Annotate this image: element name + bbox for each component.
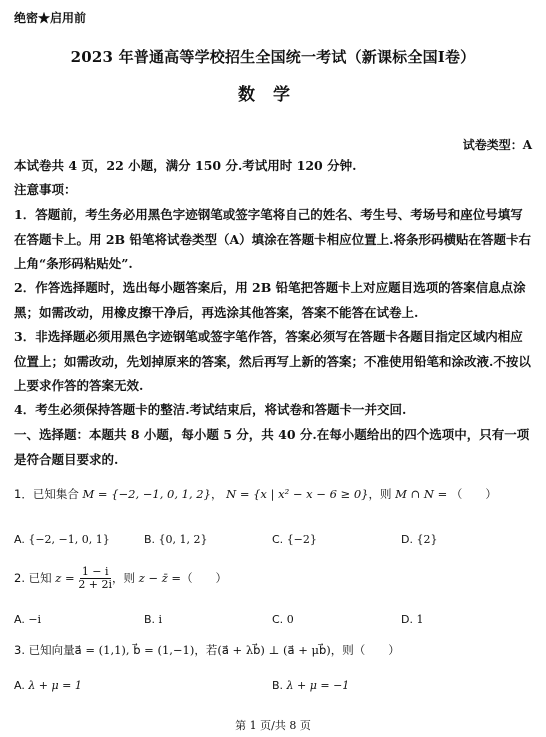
q1-option-d bbox=[401, 533, 437, 546]
option-label: D. bbox=[401, 533, 413, 546]
question-1: 1．已知集合 M = {−2, −1, 0, 1, 2}， N = {x | x² − x − 6 ≥ 0}，则 M ∩ N = （ ） bbox=[14, 487, 497, 501]
subject-title: 数学 bbox=[238, 85, 308, 105]
q2-option-a bbox=[14, 613, 41, 626]
option-text: λ + μ = −1 bbox=[286, 679, 350, 692]
question-3 bbox=[14, 642, 400, 658]
option-text: {0, 1, 2} bbox=[158, 533, 208, 546]
option-label: B. bbox=[144, 533, 156, 546]
section-1-heading: 一、选择题：本题共 8 小题，每小题 5 分，共 40 分.在每小题给出的四个选项中，只有一项是符合题目要求的. bbox=[14, 427, 530, 467]
answer-blank: （ ） bbox=[353, 643, 400, 657]
answer-blank: （ ） bbox=[450, 487, 497, 501]
option-label: B. bbox=[272, 679, 284, 692]
note-3: 3．非选择题必须用黑色字迹钢笔或签字笔作答，答案必须写在答题卡各题目指定区域内相应位置上；如需改动，先划掉原来的答案，然后再写上新的答案；不准使用铅笔和涂改液.不按以上要求作答的答案无效. bbox=[14, 329, 531, 393]
note-2: 2．作答选择题时，选出每小题答案后，用 2B 铅笔把答题卡上对应题目选项的答案信息点涂黑；如需改动，用橡皮擦干净后，再选涂其他答案，答案不能答在试卷上. bbox=[14, 280, 526, 320]
ask-prefix: ，则 bbox=[112, 571, 136, 585]
option-text: {−2, −1, 0, 1} bbox=[28, 533, 110, 546]
option-label: D. bbox=[401, 613, 413, 626]
note-4: 4．考生必须保持答题卡的整洁.考试结束后，将试卷和答题卡一并交回. bbox=[14, 402, 407, 417]
answer-blank: （ ） bbox=[181, 571, 228, 585]
q1-option-c bbox=[272, 533, 317, 546]
ask-expression: M ∩ N = bbox=[395, 487, 448, 501]
question-2 bbox=[14, 566, 227, 591]
vector-definitions: a⃗ = (1,1), b⃗ = (1,−1) bbox=[74, 643, 195, 657]
option-text: 1 bbox=[416, 613, 424, 626]
question-text: ．已知集合 bbox=[21, 487, 79, 501]
q2-option-d bbox=[401, 613, 423, 626]
option-text: i bbox=[158, 613, 163, 626]
q1-option-b bbox=[144, 533, 208, 546]
q3-option-a bbox=[14, 679, 82, 692]
question-text: 已知向量 bbox=[28, 643, 75, 657]
option-text: {2} bbox=[416, 533, 438, 546]
question-number: 2. bbox=[14, 571, 25, 585]
option-text: {−2} bbox=[286, 533, 317, 546]
confidential-label: 绝密★启用前 bbox=[14, 11, 87, 25]
option-label: C. bbox=[272, 613, 284, 626]
option-text: −i bbox=[28, 613, 42, 626]
q2-option-c bbox=[272, 613, 294, 626]
option-text: λ + μ = 1 bbox=[28, 679, 82, 692]
exam-title: 2023 年普通高等学校招生全国统一考试（新课标全国Ⅰ卷） bbox=[70, 48, 476, 66]
set-n: N = {x | x² − x − 6 ≥ 0} bbox=[226, 487, 369, 501]
intro-line: 本试卷共 4 页，22 小题，满分 150 分.考试用时 120 分钟. bbox=[14, 158, 357, 173]
option-label: A. bbox=[14, 533, 25, 546]
notes-heading: 注意事项： bbox=[14, 182, 77, 197]
z-equals: z = bbox=[55, 571, 75, 585]
option-text: 0 bbox=[286, 613, 294, 626]
ask-prefix: ，则 bbox=[330, 643, 354, 657]
option-label: B. bbox=[144, 613, 156, 626]
fraction bbox=[78, 566, 112, 591]
fraction-denominator: 2 + 2i bbox=[78, 578, 113, 591]
option-label: C. bbox=[272, 533, 284, 546]
question-number: 1 bbox=[14, 487, 22, 501]
q1-option-a bbox=[14, 533, 110, 546]
note-1: 1．答题前，考生务必用黑色字迹钢笔或签字笔将自己的姓名、考生号、考场号和座位号填写在答题卡上。用 2B 铅笔将试卷类型（A）填涂在答题卡相应位置上.将条形码横贴在答题卡右上角“条形码粘贴处”. bbox=[14, 207, 532, 271]
option-label: A. bbox=[14, 613, 25, 626]
q2-option-b bbox=[144, 613, 162, 626]
page-footer: 第 1 页/共 8 页 bbox=[235, 719, 311, 732]
ask-prefix: ，则 bbox=[368, 487, 392, 501]
q3-option-b bbox=[272, 679, 349, 692]
option-label: A. bbox=[14, 679, 25, 692]
perpendicular-condition: (a⃗ + λb⃗) ⊥ (a⃗ + μb⃗) bbox=[217, 643, 331, 657]
question-text: 已知 bbox=[28, 571, 52, 585]
paper-type: 试卷类型：A bbox=[462, 138, 532, 152]
question-number: 3. bbox=[14, 643, 25, 657]
fraction-numerator: 1 − i bbox=[81, 565, 109, 578]
condition-prefix: ，若 bbox=[194, 643, 218, 657]
ask-expression: z − z̄ = bbox=[138, 571, 182, 585]
set-m: M = {−2, −1, 0, 1, 2} bbox=[82, 487, 211, 501]
